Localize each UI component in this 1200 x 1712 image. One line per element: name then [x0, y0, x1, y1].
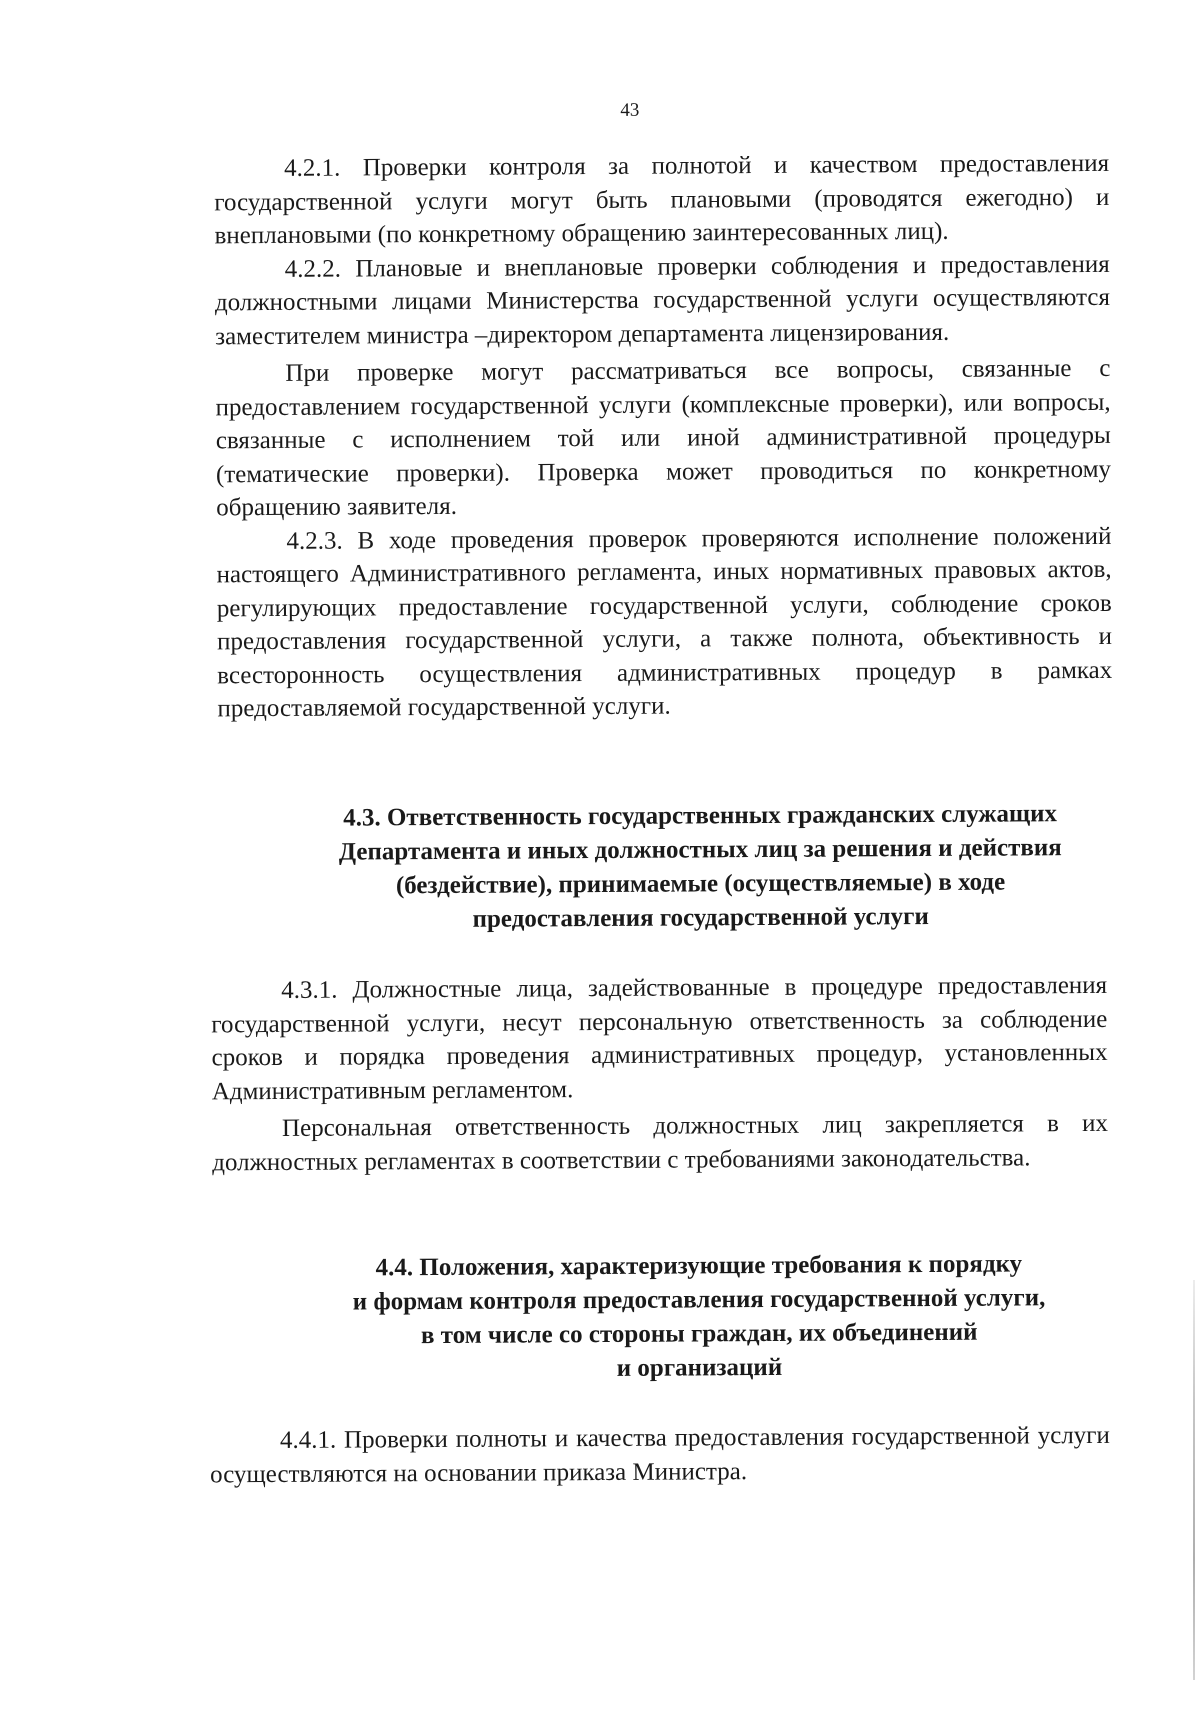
paragraph-4-2-2: 4.2.2. Плановые и внеплановые проверки соблюдения и предоставления должностными лицами Министерства государственной услуги осуществляются заместителем министра –директором департамента лицензирования.: [214, 250, 1111, 350]
paragraph-4-4-1: 4.4.1. Проверки полноты и качества предоставления государственной услуги осуществляются на основании приказа Министра.: [210, 1421, 1110, 1488]
heading-4-3-line: предоставления государственной услуги: [472, 902, 929, 933]
paragraph-4-2-1: 4.2.1. Проверки контроля за полнотой и качеством предоставления государственной услуги могут быть плановыми (проводятся ежегодно) и внеплановыми (по конкретному обращению заинтересованных лиц).: [214, 149, 1110, 250]
paragraph-4-3-1: 4.3.1. Должностные лица, задействованные в процедуре предоставления государственной услуги, несут персональную ответственность за соблюдение сроков и порядка проведения административных процедур, установленных Административным регламентом.: [211, 971, 1108, 1105]
heading-4-4-line: 4.4. Положения, характеризующие требования к порядку: [375, 1250, 1023, 1282]
scan-edge-artifact: [1193, 1280, 1195, 1680]
heading-4-4-line: и организаций: [616, 1353, 783, 1382]
heading-4-3-line: (бездействие), принимаемые (осуществляемые) в ходе: [395, 868, 1006, 900]
heading-4-4: [289, 1247, 1110, 1388]
paragraph-inspection-scope: При проверке могут рассматриваться все вопросы, связанные с предоставлением государственной услуги (комплексные проверки), или вопросы, связанные с исполнением той или иной административной процедуры (тематические проверки). Проверка может проводиться по конкретному обращению заявителя.: [215, 354, 1112, 522]
heading-4-4-line: в том числе со стороны граждан, их объединений: [420, 1318, 978, 1350]
section-4-2-body: [214, 147, 1112, 726]
section-4-3-body: [211, 969, 1108, 1179]
heading-4-3-line: Департамента и иных должностных лиц за решения и действия: [338, 834, 1062, 866]
section-4-4-body: [210, 1419, 1110, 1491]
heading-4-3: [290, 797, 1111, 938]
heading-4-4-line: и формам контроля предоставления государственной услуги,: [352, 1284, 1046, 1316]
page-number: 43: [620, 99, 640, 121]
heading-4-3-line: 4.3. Ответственность государственных гражданских служащих: [343, 800, 1058, 832]
paragraph-personal-responsibility: Персональная ответственность должностных лиц закрепляется в их должностных регламентах в соответствии с требованиями законодательства.: [212, 1109, 1109, 1176]
paragraph-4-2-3: 4.2.3. В ходе проведения проверок проверяются исполнение положений настоящего Административного регламента, иных нормативных правовых актов, регулирующих предоставление государственной услуги, соблюдение сроков предоставления государственной услуги, а также полнота, объективность и всесторонность осуществления административных процедур в рамках предоставляемой государственной услуги.: [216, 522, 1113, 723]
